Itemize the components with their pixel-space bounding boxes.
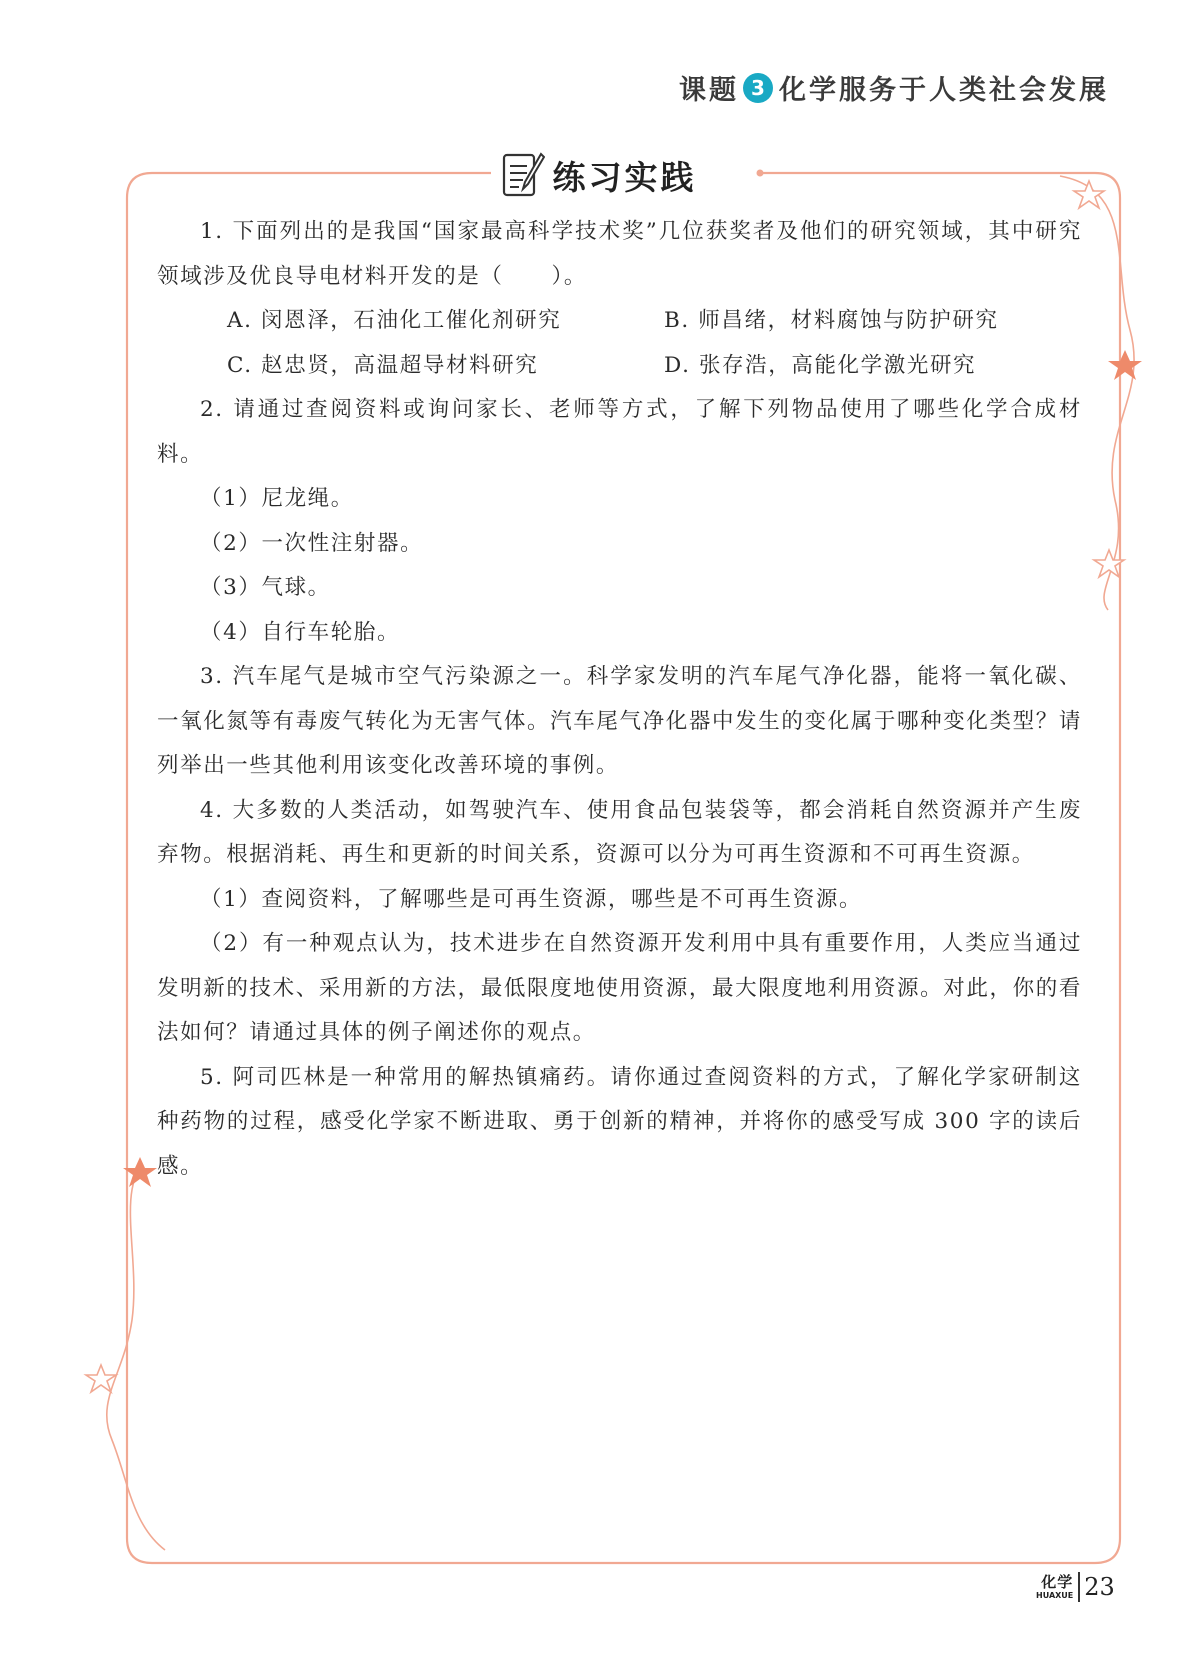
option-d: D. 张存浩，高能化学激光研究 [664, 352, 977, 378]
subject-en: HUAXUE [1036, 1590, 1074, 1600]
question-1 [157, 210, 1082, 299]
subject-label [1036, 1574, 1073, 1601]
question-4: 4. 大多数的人类活动，如驾驶汽车、使用食品包装袋等，都会消耗自然资源并产生废弃物。根据消耗、再生和更新的时间关系，资源可以分为可再生资源和不可再生资源。 [157, 797, 1082, 867]
question-2-item-3: （3）气球。 [200, 575, 331, 600]
question-4-item-1: （1）查阅资料，了解哪些是可再生资源，哪些是不可再生资源。 [200, 886, 863, 912]
section-title [0, 150, 1197, 200]
chapter-prefix: 课题 [679, 75, 739, 106]
page-footer [1036, 1572, 1115, 1602]
chapter-number-badge: 3 [743, 73, 773, 103]
option-c: C. 赵忠贤，高温超导材料研究 [227, 352, 539, 378]
question-5: 5. 阿司匹林是一种常用的解热镇痛药。请你通过查阅资料的方式，了解化学家研制这种药物的过程，感受化学家不断进取、勇于创新的精神，并将你的感受写成 300 字的读后感。 [157, 1064, 1082, 1179]
section-title-text: 练习实践 [552, 157, 697, 197]
exercise-content [157, 210, 1082, 1189]
page-number: 23 [1084, 1573, 1115, 1601]
question-2: 2. 请通过查阅资料或询问家长、老师等方式，了解下列物品使用了哪些化学合成材料。 [157, 397, 1082, 467]
star-filled-icon [1108, 350, 1142, 380]
question-3: 3. 汽车尾气是城市空气污染源之一。科学家发明的汽车尾气净化器，能将一氧化碳、一氧化氮等有毒废气转化为无害气体。汽车尾气净化器中发生的变化属于哪种变化类型？请列举出一些其他利用该变化改善环境的事例。 [157, 664, 1082, 778]
options-row-2 [157, 344, 1082, 389]
footer-divider [1078, 1572, 1080, 1602]
option-a: A. 闵恩泽，石油化工催化剂研究 [227, 308, 562, 333]
question-1-stem: 1. 下面列出的是我国“国家最高科学技术奖”几位获奖者及他们的研究领域，其中研究领域涉及优良导电材料开发的是（ [157, 219, 1082, 289]
option-b: B. 师昌绪，材料腐蚀与防护研究 [664, 308, 999, 333]
question-2-item-4: （4）自行车轮胎。 [200, 619, 401, 645]
question-1-stem-end: ）。 [551, 263, 587, 289]
chapter-title: 化学服务于人类社会发展 [779, 75, 1109, 106]
options-row-1 [157, 299, 1082, 344]
notepad-pencil-icon [501, 150, 545, 200]
question-2-item-1: （1）尼龙绳。 [200, 486, 354, 511]
left-ribbon [107, 1165, 165, 1550]
question-2-item-2: （2）一次性注射器。 [200, 530, 424, 556]
section-title-group [491, 150, 707, 200]
question-4-item-2: （2）有一种观点认为，技术进步在自然资源开发利用中具有重要作用，人类应当通过发明新的技术、采用新的方法，最低限度地使用资源，最大限度地利用资源。对此，你的看法如何？请通过具体的例子阐述你的观点。 [157, 931, 1082, 1045]
subject-cn: 化学 [1041, 1572, 1074, 1591]
